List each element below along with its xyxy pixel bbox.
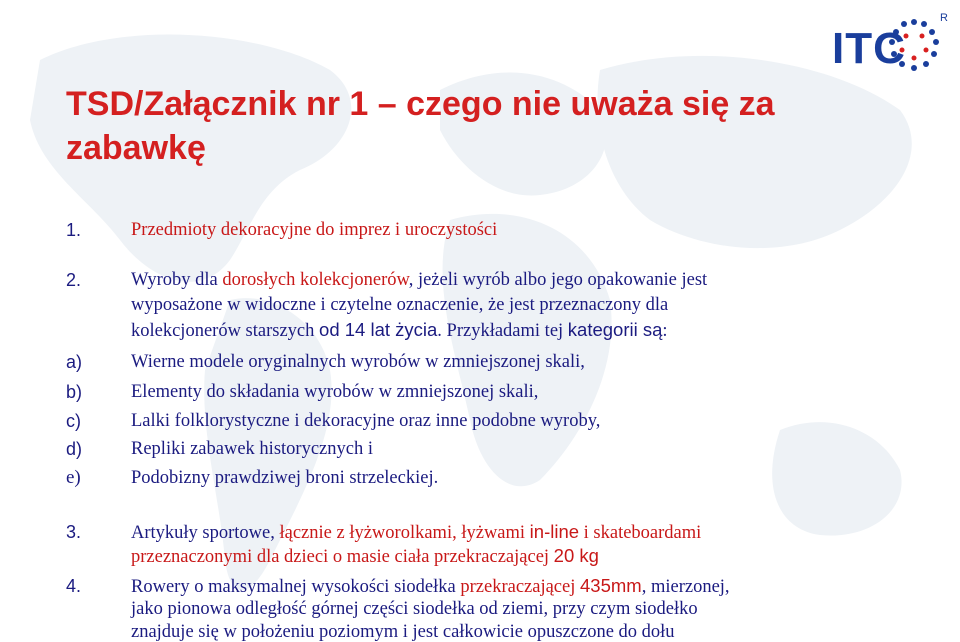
text-highlight: przekraczającej [460,577,580,597]
list-text-line1 [131,268,931,292]
text-segment: : [662,321,668,341]
sub-text: Wierne modele oryginalnych wyrobów w zmniejszonej skali, [131,352,585,372]
slide-title: TSD/Załącznik nr 1 – czego nie uważa się za zabawkę [66,85,775,167]
text-weight: 20 kg [553,545,599,566]
text-segment: , mierzonej, [641,577,730,597]
list-text-line2 [131,544,931,569]
text-segment: przeznaczonymi dla dzieci o masie ciała przekraczającej [131,547,554,567]
list-text-line3: znajduje się w położeniu poziomym i jest całkowicie opuszczone do dołu [131,622,675,642]
registered-mark: R [940,12,948,24]
list-text: Przedmioty dekoracyjne do imprez i uroczystości [131,220,498,240]
list-text-line2: jako pionowa odległość górnej części siodełka od ziemi, przy czym siodełko [131,599,698,619]
text-inline: in-line [529,521,580,542]
list-marker: 2. [66,270,82,290]
text-height: 435mm [580,575,642,596]
text-segment: , jeżeli wyrób albo jego opakowanie jest [408,270,708,290]
text-segment: kolekcjonerów starszych [131,321,320,341]
text-segment: Rowery o maksymalnej wysokości siodełka [131,577,461,597]
text-highlight: i skateboardami [579,523,702,543]
sub-marker: d) [66,439,83,459]
sub-text: Elementy do składania wyrobów w zmniejszonej skali, [131,382,539,402]
list-marker: 4. [66,576,82,596]
text-highlight: łącznie z łyżworolkami, łyżwami [279,523,530,543]
list-marker: 1. [66,220,82,240]
sub-marker: e) [66,467,81,488]
list-text-line2: wyposażone w widoczne i czytelne oznaczenie, że jest przeznaczony dla [131,295,669,315]
sub-text: Repliki zabawek historycznych i [131,439,373,459]
text-segment: Wyroby dla [131,270,223,290]
text-category: kategorii są [567,319,663,340]
list-text-line1 [131,520,931,545]
text-age: od 14 lat życia [319,319,438,340]
sub-marker: c) [66,411,81,431]
list-text-line1 [131,574,931,599]
sub-text: Podobizny prawdziwej broni strzeleckiej. [131,468,439,488]
text-segment: . Przykładami tej [437,321,568,341]
sub-marker: b) [66,382,83,402]
sub-marker: a) [66,352,83,372]
list-text-line3 [131,318,931,343]
logo-text: ITC [832,24,906,73]
text-segment: Artykuły sportowe, [131,523,280,543]
list-marker: 3. [66,522,82,542]
text-highlight: dorosłych kolekcjonerów [222,270,409,290]
itc-logo [824,10,954,82]
sub-text: Lalki folklorystyczne i dekoracyjne oraz inne podobne wyroby, [131,411,601,431]
